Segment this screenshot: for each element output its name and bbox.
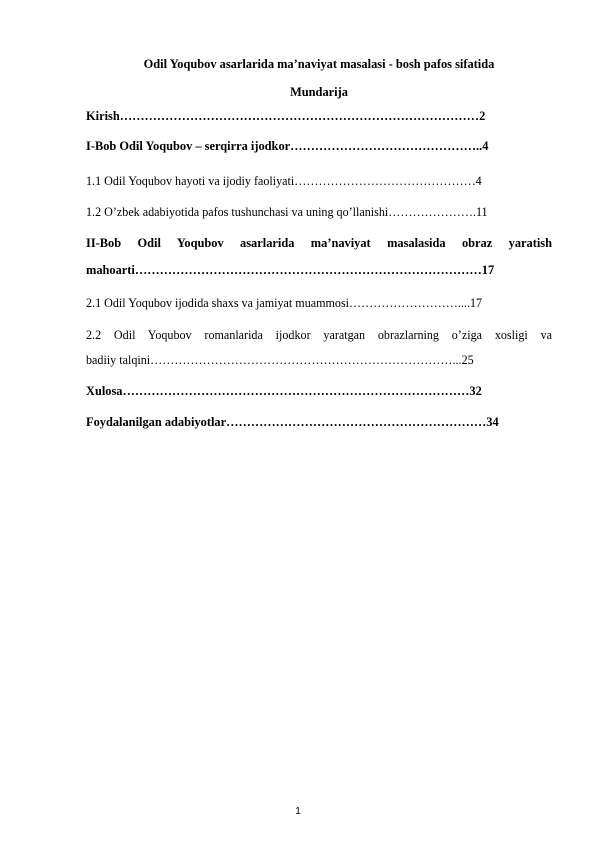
toc-heading: Mundarija bbox=[290, 85, 348, 99]
toc-entry-2-2-line2: badiiy talqini…………………………………………………………………...25 bbox=[86, 353, 474, 367]
toc-entry-1-1[interactable]: 1.1 Odil Yoqubov hayoti va ijodiy faoliyati………………………………………4 bbox=[86, 174, 482, 188]
toc-entry-chapter-2[interactable] bbox=[86, 230, 552, 284]
toc-entry-1-2[interactable]: 1.2 O’zbek adabiyotida pafos tushunchasi va uning qo’llanishi………………….11 bbox=[86, 205, 488, 219]
document-title: Odil Yoqubov asarlarida ma’naviyat masalasi - bosh pafos sifatida bbox=[143, 57, 495, 71]
toc-entry-2-2-line1: 2.2 Odil Yoqubov romanlarida ijodkor yaratgan obrazlarning o’ziga xosligi va bbox=[86, 328, 552, 342]
toc-entry-xulosa[interactable]: Xulosa…………………………………………………………………………32 bbox=[86, 384, 482, 398]
toc-entry-chapter-2-line1: II-Bob Odil Yoqubov asarlarida ma’naviyat masalasida obraz yaratish bbox=[86, 236, 552, 250]
toc-entry-chapter-1[interactable]: I-Bob Odil Yoqubov – serqirra ijodkor………………………………………..4 bbox=[86, 139, 489, 153]
toc-entry-kirish[interactable]: Kirish……………………………………………………………………………2 bbox=[86, 109, 486, 123]
toc-entry-2-2[interactable] bbox=[86, 322, 552, 371]
page-number: 1 bbox=[295, 806, 301, 817]
toc-entry-chapter-2-line2: mahoarti…………………………………………………………………………17 bbox=[86, 263, 495, 277]
toc-entry-2-1[interactable]: 2.1 Odil Yoqubov ijodida shaxs va jamiyat muammosi………………………....17 bbox=[86, 296, 483, 310]
toc-entry-adabiyotlar[interactable]: Foydalanilgan adabiyotlar………………………………………………………34 bbox=[86, 415, 499, 429]
